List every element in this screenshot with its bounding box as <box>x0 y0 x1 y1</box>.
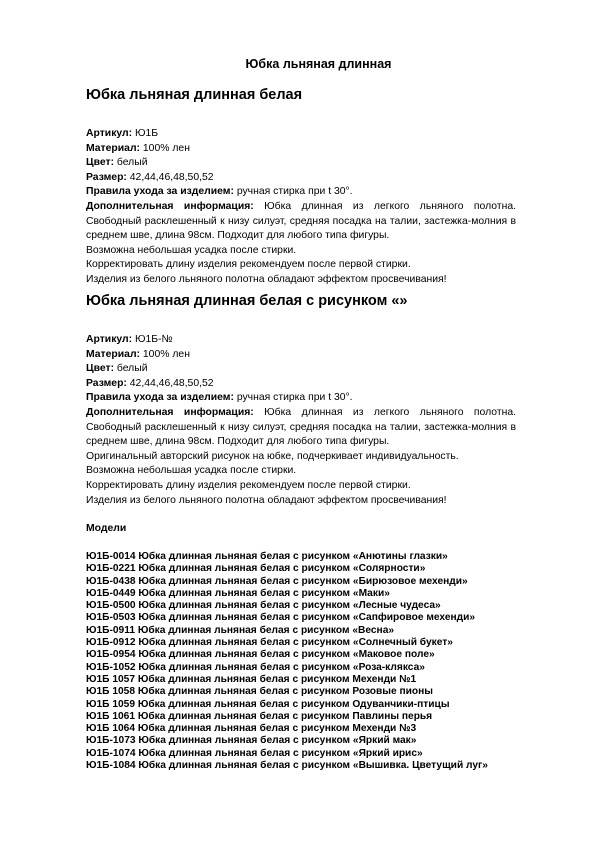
model-item: Ю1Б 1058 Юбка длинная льняная белая с рисунком Розовые пионы <box>86 686 433 698</box>
article-label: Артикул: <box>86 334 133 345</box>
model-item: Ю1Б-0438 Юбка длинная льняная белая с рисунком «Бирюзовое мехенди» <box>86 575 468 587</box>
section-title: Юбка льняная длинная белая с рисунком «» <box>86 293 408 309</box>
model-item: Ю1Б-1073 Юбка длинная льняная белая с рисунком «Яркий мак» <box>86 735 417 747</box>
care-line <box>86 391 516 406</box>
model-item: Ю1Б-1074 Юбка длинная льняная белая с рисунком «Яркий ирис» <box>86 747 423 759</box>
product-section-printed <box>86 293 516 508</box>
product-section-plain <box>86 87 516 288</box>
article-line <box>86 127 516 142</box>
model-item: Ю1Б-0014 Юбка длинная льняная белая с рисунком «Анютины глазки» <box>86 551 448 562</box>
note-line: Корректировать длину изделия рекомендуем после первой стирки. <box>86 479 411 491</box>
note-line: Возможна небольшая усадка после стирки. <box>86 465 297 477</box>
model-item: Ю1Б-0500 Юбка длинная льняная белая с рисунком «Лесные чудеса» <box>86 600 441 612</box>
article-value: Ю1Б <box>132 128 159 139</box>
color-line <box>86 362 516 377</box>
info-value: Юбка длинная из легкого льняного полотна. Свободный расклешенный к низу силуэт, средняя посадка на талии, застежка-молния в среднем шве, длина 98см. Подходит для любого типа фигуры. <box>86 200 516 242</box>
model-item: Ю1Б-1052 Юбка длинная льняная белая с рисунком «Роза-клякса» <box>86 661 425 673</box>
color-label: Цвет: <box>86 363 115 375</box>
material-label: Материал: <box>86 142 141 154</box>
material-label: Материал: <box>86 348 141 360</box>
material-line <box>86 142 516 157</box>
care-label: Правила ухода за изделием: <box>86 186 234 198</box>
model-item: Ю1Б-0449 Юбка длинная льняная белая с рисунком «Маки» <box>86 587 390 599</box>
size-line <box>86 171 516 186</box>
care-value: ручная стирка при t 30°. <box>233 186 353 198</box>
model-item: Ю1Б-1084 Юбка длинная льняная белая с рисунком «Вышивка. Цветущий луг» <box>86 760 488 772</box>
material-value: 100% лен <box>140 348 190 360</box>
section-title: Юбка льняная длинная белая <box>86 87 303 103</box>
article-line <box>86 333 516 348</box>
article-label: Артикул: <box>86 128 133 139</box>
material-line <box>86 348 516 363</box>
note-line: Возможна небольшая усадка после стирки. <box>86 244 297 256</box>
model-item: Ю1Б 1064 Юбка длинная льняная белая с рисунком Мехенди №3 <box>86 723 417 735</box>
note-line: Изделия из белого льняного полотна обладают эффектом просвечивания! <box>86 494 447 506</box>
document-title: Юбка льняная длинная <box>245 57 392 71</box>
model-item: Ю1Б-0911 Юбка длинная льняная белая с рисунком «Весна» <box>86 624 395 636</box>
model-item: Ю1Б-0954 Юбка длинная льняная белая с рисунком «Маковое поле» <box>86 649 435 661</box>
model-item: Ю1Б 1061 Юбка длинная льняная белая с рисунком Павлины перья <box>86 710 433 722</box>
models-heading: Модели <box>86 523 127 534</box>
size-line <box>86 377 516 392</box>
color-value: белый <box>114 157 148 169</box>
info-paragraph <box>86 406 516 450</box>
material-value: 100% лен <box>140 142 190 154</box>
color-line <box>86 156 516 171</box>
size-label: Размер: <box>86 377 127 389</box>
model-item: Ю1Б 1059 Юбка длинная льняная белая с рисунком Одуванчики-птицы <box>86 698 450 710</box>
note-line: Оригинальный авторский рисунок на юбке, подчеркивает индивидуальность. <box>86 450 459 462</box>
model-item: Ю1Б-0503 Юбка длинная льняная белая с рисунком «Сапфировое мехенди» <box>86 612 476 624</box>
model-item: Ю1Б-0221 Юбка длинная льняная белая с рисунком «Солярности» <box>86 563 426 575</box>
article-value: Ю1Б-№ <box>132 334 173 345</box>
info-paragraph <box>86 200 516 244</box>
info-value: Юбка длинная из легкого льняного полотна. Свободный расклешенный к низу силуэт, средняя посадка на талии, застежка-молния в среднем шве, длина 98см. Подходит для любого типа фигуры. <box>86 406 516 448</box>
model-item: Ю1Б 1057 Юбка длинная льняная белая с рисунком Мехенди №1 <box>86 673 417 685</box>
note-line: Изделия из белого льняного полотна обладают эффектом просвечивания! <box>86 273 447 285</box>
model-item: Ю1Б-0912 Юбка длинная льняная белая с рисунком «Солнечный букет» <box>86 637 453 649</box>
models-list <box>86 551 488 772</box>
color-value: белый <box>114 363 148 375</box>
care-line <box>86 185 516 200</box>
note-line: Корректировать длину изделия рекомендуем после первой стирки. <box>86 259 411 271</box>
size-label: Размер: <box>86 171 127 183</box>
info-label: Дополнительная информация: <box>86 200 254 212</box>
size-value: 42,44,46,48,50,52 <box>126 377 214 389</box>
info-label: Дополнительная информация: <box>86 406 254 418</box>
size-value: 42,44,46,48,50,52 <box>126 171 214 183</box>
color-label: Цвет: <box>86 157 115 169</box>
care-value: ручная стирка при t 30°. <box>233 392 353 404</box>
care-label: Правила ухода за изделием: <box>86 392 234 404</box>
